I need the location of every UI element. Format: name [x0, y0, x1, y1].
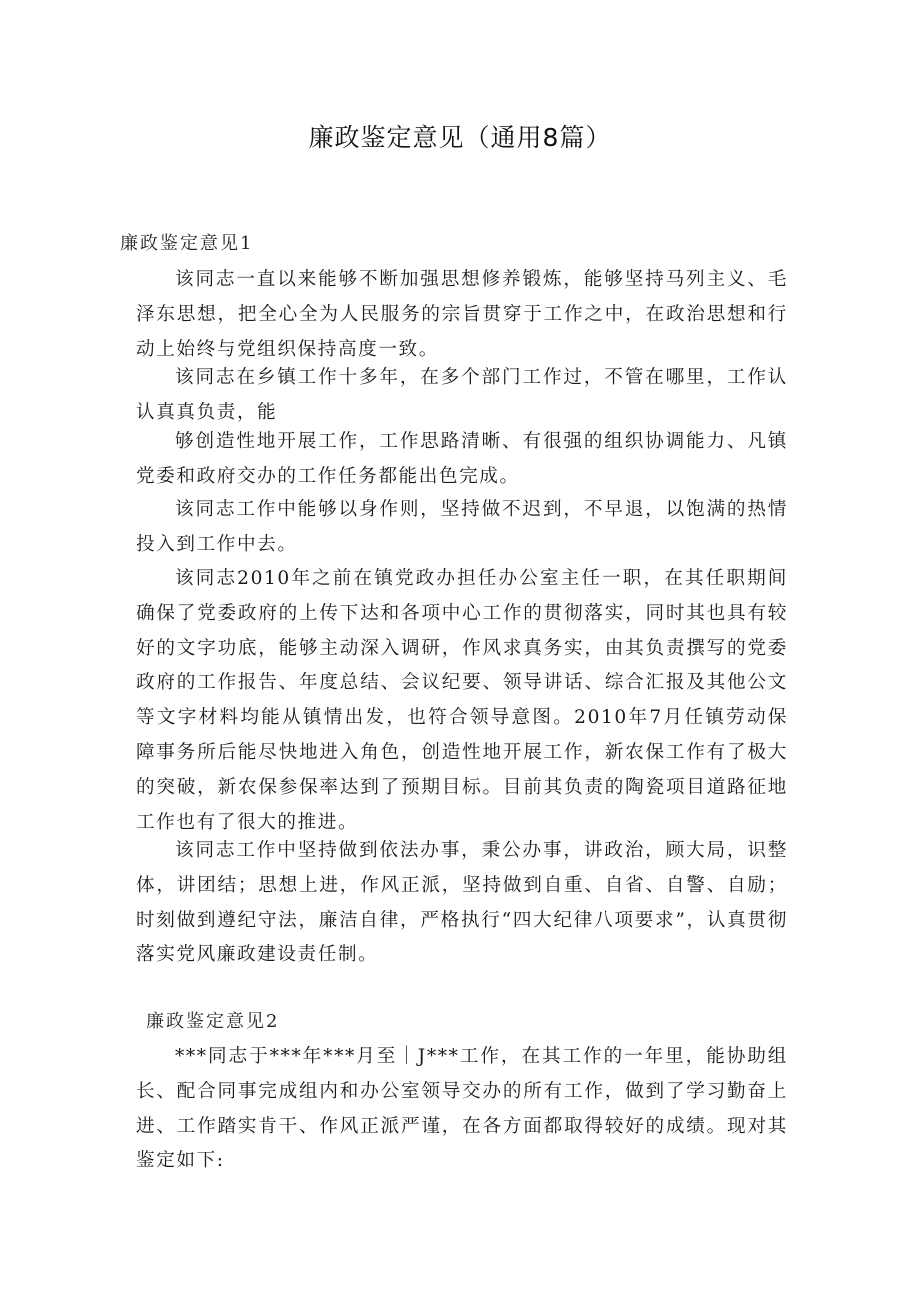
section-1-paragraph-1: 该同志一直以来能够不断加强思想修养锻炼，能够坚持马列主义、毛泽东思想，把全心全为人民服务的宗旨贯穿于工作之中，在政治思想和行动上始终与党组织保持高度一致。	[136, 269, 788, 360]
section-heading-2: 廉政鉴定意见2	[146, 1011, 280, 1032]
section-1-paragraph-4: 该同志工作中能够以身作则，坚持做不迟到，不早退，以饱满的热情投入到工作中去。	[136, 499, 788, 555]
section-2-paragraph-1: ***同志于***年***月至｜J***工作，在其工作的一年里，能协助组长、配合同事完成组内和办公室领导交办的所有工作，做到了学习勤奋上进、工作踏实肯干、作风正派严谨，在各方面都取得较好的成绩。现对其鉴定如下:	[136, 1046, 788, 1172]
section-heading-1: 廉政鉴定意见1	[120, 233, 254, 254]
section-1-paragraph-6: 该同志工作中坚持做到依法办事，秉公办事，讲政治，顾大局，识整体，讲团结；思想上进，作风正派，坚持做到自重、自省、自警、自励；时刻做到遵纪守法，廉洁自律，严格执行“四大纪律八项要求”，认真贯彻落实党风廉政建设责任制。	[136, 840, 788, 966]
section-1-paragraph-5: 该同志2010年之前在镇党政办担任办公室主任一职，在其任职期间确保了党委政府的上传下达和各项中心工作的贯彻落实，同时其也具有较好的文字功底，能够主动深入调研，作风求真务实，由其负责撰写的党委政府的工作报告、年度总结、会议纪要、领导讲话、综合汇报及其他公文等文字材料均能从镇情出发，也符合领导意图。2010年7月任镇劳动保障事务所后能尽快地进入角色，创造性地开展工作，新农保工作有了极大的突破，新农保参保率达到了预期目标。目前其负责的陶瓷项目道路征地工作也有了很大的推进。	[136, 568, 788, 833]
section-1-paragraph-2: 该同志在乡镇工作十多年，在多个部门工作过，不管在哪里，工作认认真真负责，能	[136, 367, 788, 423]
document-title: 廉政鉴定意见（通用8篇）	[308, 123, 612, 152]
section-1-paragraph-3: 够创造性地开展工作，工作思路清晰、有很强的组织协调能力、凡镇党委和政府交办的工作任务都能出色完成。	[136, 431, 788, 487]
